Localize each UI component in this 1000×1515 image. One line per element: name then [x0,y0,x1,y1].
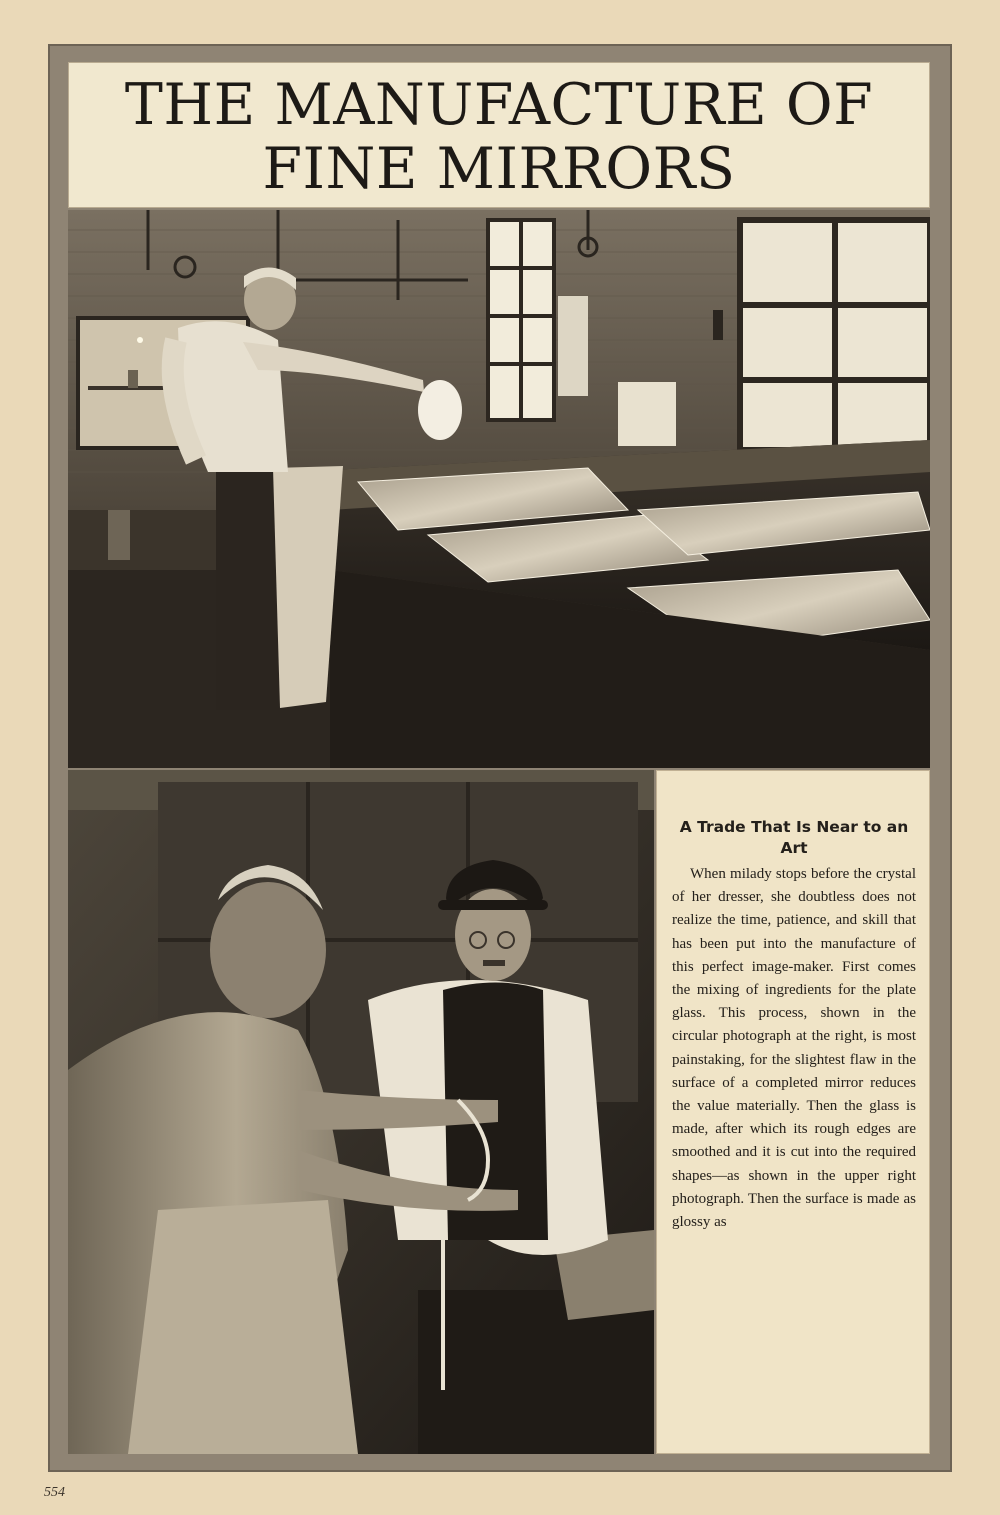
title-box [68,62,930,208]
page-title-line-2: FINE MIRRORS [262,136,736,202]
sidebar-text-panel [656,770,930,1454]
top-photograph [68,210,930,768]
page-title-line-1: THE MANUFACTURE OF [124,72,874,138]
sidebar-heading: A Trade That Is Near to an Art [679,818,909,857]
bottom-photo-illustration [68,770,654,1454]
top-photo-illustration [68,210,930,768]
page-number: 554 [44,1485,65,1500]
bottom-photograph [68,770,654,1454]
sidebar-body-text: When milady stops before the crystal of her dresser, she doubtless does not realize the time, patience, and skill that has been put into the manufacture of this perfect image-maker. First comes the mixing of ingredients for the plate glass. This process, shown in the circular photograph at the right, is most painstaking, for the slightest flaw in the surface of a completed mirror reduces the value materially. Then the glass is made, after which its rough edges are smoothed and it is cut into the required shapes—as shown in the upper right photograph. Then the surface is made as glossy as [672,866,916,1231]
